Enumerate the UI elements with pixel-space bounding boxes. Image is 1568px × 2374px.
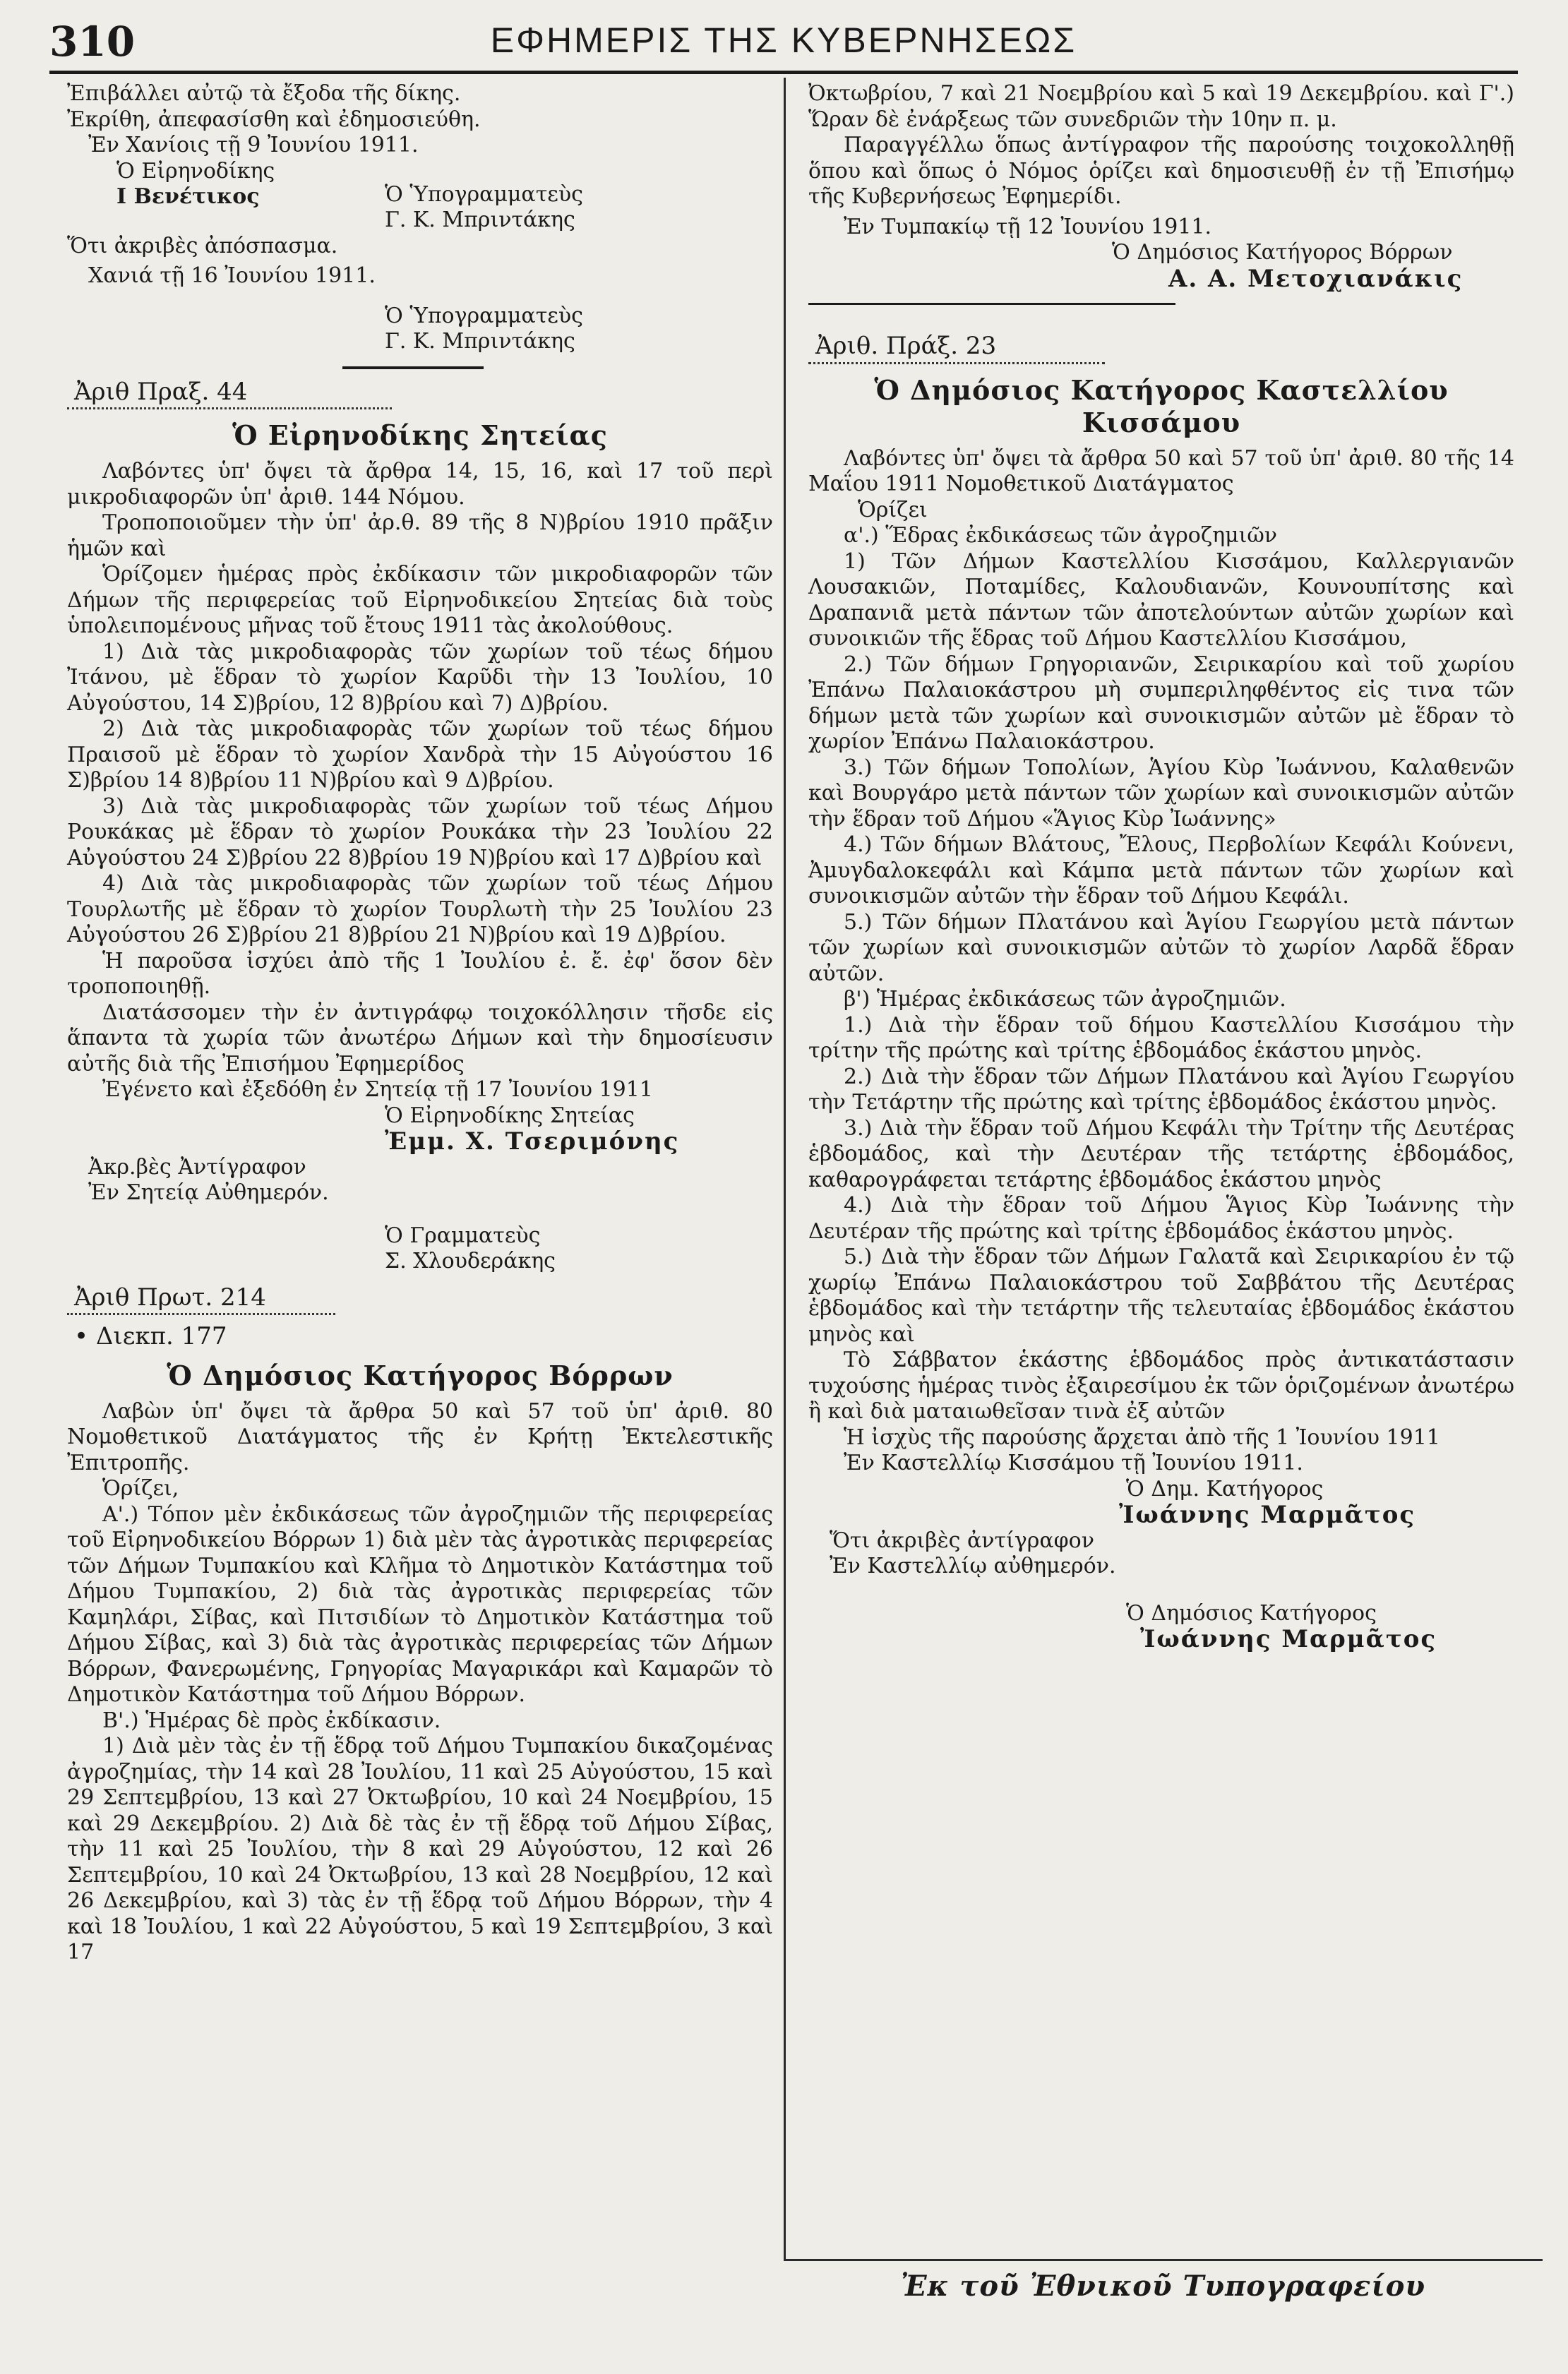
column-divider	[784, 78, 786, 2259]
signature-title: Ὁ Ὑπογραμματεὺς	[385, 181, 583, 207]
reference-number: • Διεκπ. 177	[74, 1322, 227, 1350]
signature-name: Ἰωάννης Μαρμᾶτος	[1140, 1625, 1437, 1653]
text-line: Ἀκρ.βὲς Ἀντίγραφον	[88, 1154, 306, 1180]
paragraph: 2) Διὰ τὰς μικροδιαφορὰς τῶν χωρίων τοῦ τέως δήμου Πραισοῦ μὲ ἕδραν τὸ χωρίον Χανδρὰ τὴν 15 Αὐγούστου 16 Σ)βρίου 14 8)βρίου 11 Ν)βρίου καὶ 9 Δ)βρίου.	[67, 717, 773, 793]
paragraph: Ἐγένετο καὶ ἐξεδόθη ἐν Σητείᾳ τῇ 17 Ἰουνίου 1911	[102, 1077, 653, 1102]
page-header	[49, 14, 1518, 74]
paragraph: 3) Διὰ τὰς μικροδιαφορὰς τῶν χωρίων τοῦ τέως Δήμου Ρουκάκας μὲ ἕδραν τὸ χωρίον Ρουκάκα τὴν 23 Ἰουλίου 22 Αὐγούστου 24 Σ)βρίου 22 8)βρίου 19 Ν)βρίου καὶ 17 Δ)βρίου καὶ	[67, 793, 773, 870]
section-heading: Ὁ Δημόσιος Κατήγορος Βόρρων	[167, 1359, 674, 1391]
text-line: Χανιά τῇ 16 Ἰουνίου 1911.	[88, 263, 376, 288]
signature-name: Σ. Χλουδεράκης	[385, 1249, 556, 1273]
paragraph: Ἡ παροῦσα ἰσχύει ἀπὸ τῆς 1 Ἰουλίου ἐ. ἔ. ἐφ' ὅσον δὲν τροποποιηθῇ.	[67, 948, 773, 999]
signature-name: Γ. Κ. Μπριντάκης	[385, 329, 575, 354]
text-line: Ἐκρίθη, ἀπεφασίσθη καὶ ἐδημοσιεύθη.	[67, 107, 481, 132]
signature-title: Ὁ Εἰρηνοδίκης Σητείας	[385, 1103, 635, 1128]
paragraph: Λαβόντες ὑπ' ὄψει τὰ ἄρθρα 14, 15, 16, καὶ 17 τοῦ περὶ μικροδιαφορῶν ὑπ' ἀριθ. 144 Νόμου.	[67, 459, 773, 510]
signature-title: Ὁ Δημ. Κατήγορος	[1126, 1476, 1324, 1501]
paragraph: 4) Διὰ τὰς μικροδιαφορὰς τῶν χωρίων τοῦ τέως Δήμου Τουρλωτῆς μὲ ἕδραν τὸ χωρίον Τουρλωτὴ τὴν 25 Ἰουλίου 23 Αὐγούστου 26 Σ)βρίου 21 8)βρίου 21 Ν)βρίου καὶ 19 Δ)βρίου.	[67, 871, 773, 947]
section-rule	[808, 303, 1175, 305]
paragraph: Α'.) Τόπον μὲν ἐκδικάσεως τῶν ἀγροζημιῶν τῆς περιφερείας τοῦ Εἰρηνοδικείου Βόρρων 1) διὰ μὲν τὰς ἀγροτικὰς περιφερείας τῶν Δήμων Τυμπακίου καὶ Κλῆμα τὸ Δημοτικὸν Κατάστημα τοῦ Δήμου Τυμπακίου, 2) διὰ τὰς ἀγροτικὰς περιφερείας τῶν Καμηλάρι, Σίβας, καὶ Πιτσιδίων τὸ Δημοτικὸν Κατάστημα τοῦ Δήμου Σίβας, καὶ 3) διὰ τὰς ἀγροτικὰς περιφερείας τῶν Δήμων Βόρρων, Φανερωμένης, Γρηγορίας Μαγαρικάρι καὶ Καμαρῶν τὸ Δημοτικὸν Κατάστημα τοῦ Δήμου Βόρρων.	[67, 1501, 773, 1707]
signature-name: Γ. Κ. Μπριντάκης	[385, 208, 575, 232]
signature-title: Ὁ Γραμματεὺς	[385, 1223, 541, 1248]
paragraph: β') Ἡμέρας ἐκδικάσεως τῶν ἀγροζημιῶν.	[844, 987, 1286, 1012]
paragraph: 1) Διὰ τὰς μικροδιαφορὰς τῶν χωρίων τοῦ τέως δήμου Ἰτάνου, μὲ ἕδραν τὸ χωρίον Καρῦδι τὴν 13 Ἰουλίου, 10 Αὐγούστου, 14 Σ)βρίου, 12 8)βρίου καὶ 7) Δ)βρίου.	[67, 639, 773, 716]
section-rule	[342, 366, 484, 369]
text-line: Ὅτι ἀκριβὲς ἀντίγραφον	[830, 1528, 1094, 1553]
section-heading: Ὁ Δημόσιος Κατήγορος Καστελλίου	[874, 373, 1449, 406]
paragraph: Ἐν Τυμπακίῳ τῇ 12 Ἰουνίου 1911.	[844, 214, 1212, 239]
paragraph: Ἡ ἰσχὺς τῆς παρούσης ἄρχεται ἀπὸ τῆς 1 Ἰουνίου 1911	[844, 1425, 1440, 1450]
paragraph: Τροποποιοῦμεν τὴν ὑπ' ἀρ.θ. 89 τῆς 8 Ν)βρίου 1910 πρᾶξιν ἡμῶν καὶ	[67, 510, 773, 561]
right-column	[808, 81, 1514, 1653]
paragraph: 3.) Τῶν δήμων Τοπολίων, Ἁγίου Κὺρ Ἰωάννου, Καλαθενῶν καὶ Βουργάρο μετὰ πάντων τῶν χωρίων καὶ συνοικισμῶν αὐτῶν τὴν ἕδραν τοῦ Δήμου «Ἅγιος Κὺρ Ἰωάννης»	[808, 755, 1514, 832]
footer-rule	[784, 2259, 1543, 2261]
signature-name: Α. Α. Μετοχιανάκις	[1168, 264, 1464, 293]
paragraph: Παραγγέλλω ὅπως ἀντίγραφον τῆς παρούσης τοιχοκολληθῇ ὅπου καὶ ὅπως ὁ Νόμος ὁρίζει καὶ δημοσιευθῇ ἐν τῇ Ἐπισήμῳ τῆς Κυβερνήσεως Ἐφημερίδι.	[808, 133, 1514, 209]
signature-title: Ὁ Δημόσιος Κατήγορος	[1126, 1600, 1377, 1626]
signature-title: Ὁ Δημόσιος Κατήγορος Βόρρων	[1112, 240, 1453, 265]
dotted-rule	[67, 407, 392, 409]
signature-title: Ὁ Εἰρηνοδίκης	[116, 158, 275, 184]
page-number: 310	[49, 18, 136, 66]
dotted-rule	[67, 1313, 335, 1315]
paragraph: Τὸ Σάββατον ἑκάστης ἑβδομάδος πρὸς ἀντικατάστασιν τυχούσης ἡμέρας τινὸς ἐξαιρεσίμου ἐκ τῶν ὁριζομένων ἀνωτέρω ἢ καὶ διὰ ματαιωθεῖσαν τινὰ ἐξ αὐτῶν	[808, 1348, 1514, 1424]
paragraph: α'.) Ἕδρας ἐκδικάσεως τῶν ἀγροζημιῶν	[844, 523, 1278, 548]
signature-name: Ἐμμ. Χ. Τσεριμόνης	[385, 1127, 680, 1156]
reference-number: Ἀριθ Πρωτ. 214	[74, 1283, 266, 1312]
paragraph: 2.) Τῶν δήμων Γρηγοριανῶν, Σειρικαρίου καὶ τοῦ χωρίου Ἐπάνω Παλαιοκάστρου μὴ συμπεριληφθέντος εἰς τινα τῶν δήμων μετὰ τῶν χωρίων καὶ συνοικισμῶν αὐτῶν μὲ ἕδραν τὸ χωρίον Ἐπάνω Παλαιοκάστρου.	[808, 652, 1514, 754]
paragraph: Β'.) Ἡμέρας δὲ πρὸς ἐκδίκασιν.	[102, 1708, 441, 1733]
text-line: Ἐπιβάλλει αὐτῷ τὰ ἔξοδα τῆς δίκης.	[67, 81, 461, 106]
paragraph: Ὁρίζομεν ἡμέρας πρὸς ἐκδίκασιν τῶν μικροδιαφορῶν τῶν Δήμων τῆς περιφερείας τοῦ Εἰρηνοδικείου Σητείας διὰ τοὺς ὑπολειπομένους μῆνας τοῦ ἔτους 1911 τὰς ἀκολούθους.	[67, 562, 773, 638]
paragraph: 1.) Διὰ τὴν ἕδραν τοῦ δήμου Καστελλίου Κισσάμου τὴν τρίτην τῆς πρώτης καὶ τρίτης ἑβδομάδος ἑκάστου μηνὸς.	[808, 1012, 1514, 1063]
paragraph: 1) Διὰ μὲν τὰς ἐν τῇ ἕδρᾳ τοῦ Δήμου Τυμπακίου δικαζομένας ἀγροζημίας, τὴν 14 καὶ 28 Ἰουλίου, 11 καὶ 25 Αὐγούστου, 15 καὶ 29 Σεπτεμβρίου, 13 καὶ 27 Ὀκτωβρίου, 10 καὶ 24 Νοεμβρίου, 15 καὶ 29 Δεκεμβρίου. 2) Διὰ δὲ τὰς ἐν τῇ ἕδρᾳ τοῦ Δήμου Σίβας, τὴν 11 καὶ 25 Ἰουλίου, τὴν 8 καὶ 29 Αὐγούστου, 12 καὶ 26 Σεπτεμβρίου, 10 καὶ 24 Ὀκτωβρίου, 13 καὶ 28 Νοεμβρίου, 12 καὶ 26 Δεκεμβρίου, καὶ 3) τὰς ἐν τῇ ἕδρᾳ τοῦ Δήμου Βόρρων, τὴν 4 καὶ 18 Ἰουλίου, 1 καὶ 22 Αὐγούστου, 5 καὶ 19 Σεπτεμβρίου, 3 καὶ 17	[67, 1734, 773, 1965]
paragraph: 5.) Διὰ τὴν ἕδραν τῶν Δήμων Γαλατᾶ καὶ Σειρικαρίου ἐν τῷ χωρίῳ Ἐπάνω Παλαιοκάστρου τοῦ Σαββάτου τῆς Δευτέρας ἑβδομάδος καὶ τὴν τετάρτην τῆς τελευταίας ἑβδομάδος ἑκάστου μηνὸς καὶ	[808, 1245, 1514, 1347]
paragraph: 2.) Διὰ τὴν ἕδραν τῶν Δήμων Πλατάνου καὶ Ἁγίου Γεωργίου τὴν Τετάρτην τῆς πρώτης καὶ τρίτης ἑβδομάδος ἑκάστου μηνὸς.	[808, 1064, 1514, 1115]
paragraph: 4.) Τῶν δήμων Βλάτους, Ἔλους, Περβολίων Κεφάλι Κούνενι, Ἀμυγδαλοκεφάλι καὶ Κάμπα μετὰ πάντων τῶν χωρίων καὶ συνοικισμῶν αὐτῶν τὴν ἕδραν τοῦ Δήμου Κεφάλι.	[808, 832, 1514, 909]
printer-imprint: Ἐκ τοῦ Ἐθνικοῦ Τυπογραφείου	[900, 2270, 1426, 2303]
signature-title: Ὁ Ὑπογραμματεὺς	[385, 303, 583, 328]
section-heading: Ὁ Εἰρηνοδίκης Σητείας	[232, 419, 608, 451]
text-line: Ἐν Καστελλίῳ αὐθημερόν.	[830, 1554, 1116, 1578]
paragraph: Λαβὼν ὑπ' ὄψει τὰ ἄρθρα 50 καὶ 57 τοῦ ὑπ' ἀριθ. 80 Νομοθετικοῦ Διατάγματος τῆς ἐν Κρήτῃ Ἐκτελεστικῆς Ἐπιτροπῆς.	[67, 1398, 773, 1475]
paragraph: 1) Τῶν Δήμων Καστελλίου Κισσάμου, Καλλεργιανῶν Λουσακιῶν, Ποταμίδες, Καλουδιανῶν, Κουνουπίτσης καὶ Δραπανιᾶ μετὰ πάντων τῶν ἀποτελούντων αὐτῶν χωρίων καὶ συνοικιῶν τῆς ἕδρας τοῦ Δήμου Καστελλίου Κισσάμου,	[808, 548, 1514, 651]
paragraph: Λαβόντες ὑπ' ὄψει τὰ ἄρθρα 50 καὶ 57 τοῦ ὑπ' ἀριθ. 80 τῆς 14 Μαΐου 1911 Νομοθετικοῦ Διατάγματος	[808, 445, 1514, 496]
reference-number: Ἀριθ. Πράξ. 23	[815, 332, 997, 360]
text-line: Ὅτι ἀκριβὲς ἀπόσπασμα.	[67, 233, 338, 258]
text-line: Ἐν Σητείᾳ Αὐθημερόν.	[88, 1180, 329, 1205]
page-title: ΕΦΗΜΕΡΙΣ ΤΗΣ ΚΥΒΕΡΝΗΣΕΩΣ	[490, 20, 1077, 60]
section-heading: Κισσάμου	[1082, 406, 1241, 438]
signature-name: Ι Βενέτικος	[116, 184, 260, 209]
paragraph: Ὁρίζει,	[102, 1476, 179, 1501]
paragraph: Διατάσσομεν τὴν ἐν ἀντιγράφῳ τοιχοκόλλησιν τῆσδε εἰς ἅπαντα τὰ χωρία τῶν ἀνωτέρω Δήμων καὶ τὴν δημοσίευσιν αὐτῆς διὰ τῆς Ἐπισήμου Ἐφημερίδος	[67, 1000, 773, 1077]
paragraph: Ἐν Καστελλίῳ Κισσάμου τῇ Ἰουνίου 1911.	[844, 1451, 1303, 1475]
paragraph: 3.) Διὰ τὴν ἕδραν τοῦ Δήμου Κεφάλι τὴν Τρίτην τῆς Δευτέρας ἑβδομάδος, καὶ τὴν Δευτέραν τῆς τετάρτης ἑβδομάδος, καθαρογράφεται τετάρτης ἑβδομάδος ἑκάστου μηνὸς	[808, 1115, 1514, 1192]
paragraph: Ὀκτωβρίου, 7 καὶ 21 Νοεμβρίου καὶ 5 καὶ 19 Δεκεμβρίου. καὶ Γ'.) Ὥραν δὲ ἐνάρξεως τῶν συνεδριῶν τὴν 10ην π. μ.	[808, 81, 1514, 132]
dotted-rule	[808, 362, 1105, 364]
reference-number: Ἀριθ Πραξ. 44	[74, 377, 248, 406]
paragraph: 5.) Τῶν δήμων Πλατάνου καὶ Ἁγίου Γεωργίου μετὰ πάντων τῶν χωρίων καὶ συνοικισμῶν αὐτῶν τὸ χωρίον Λαρδᾶ ἕδραν αὐτῶν.	[808, 909, 1514, 986]
text-line: Ἐν Χανίοις τῇ 9 Ἰουνίου 1911.	[88, 133, 419, 157]
paragraph: 4.) Διὰ τὴν ἕδραν τοῦ Δήμου Ἅγιος Κὺρ Ἰωάννης τὴν Δευτέραν τῆς πρώτης καὶ τρίτης ἑβδομάδος ἑκάστου μηνὸς.	[808, 1193, 1514, 1244]
paragraph: Ὁρίζει	[858, 497, 928, 522]
left-column	[67, 81, 773, 1966]
signature-name: Ἰωάννης Μαρμᾶτος	[1119, 1501, 1416, 1529]
